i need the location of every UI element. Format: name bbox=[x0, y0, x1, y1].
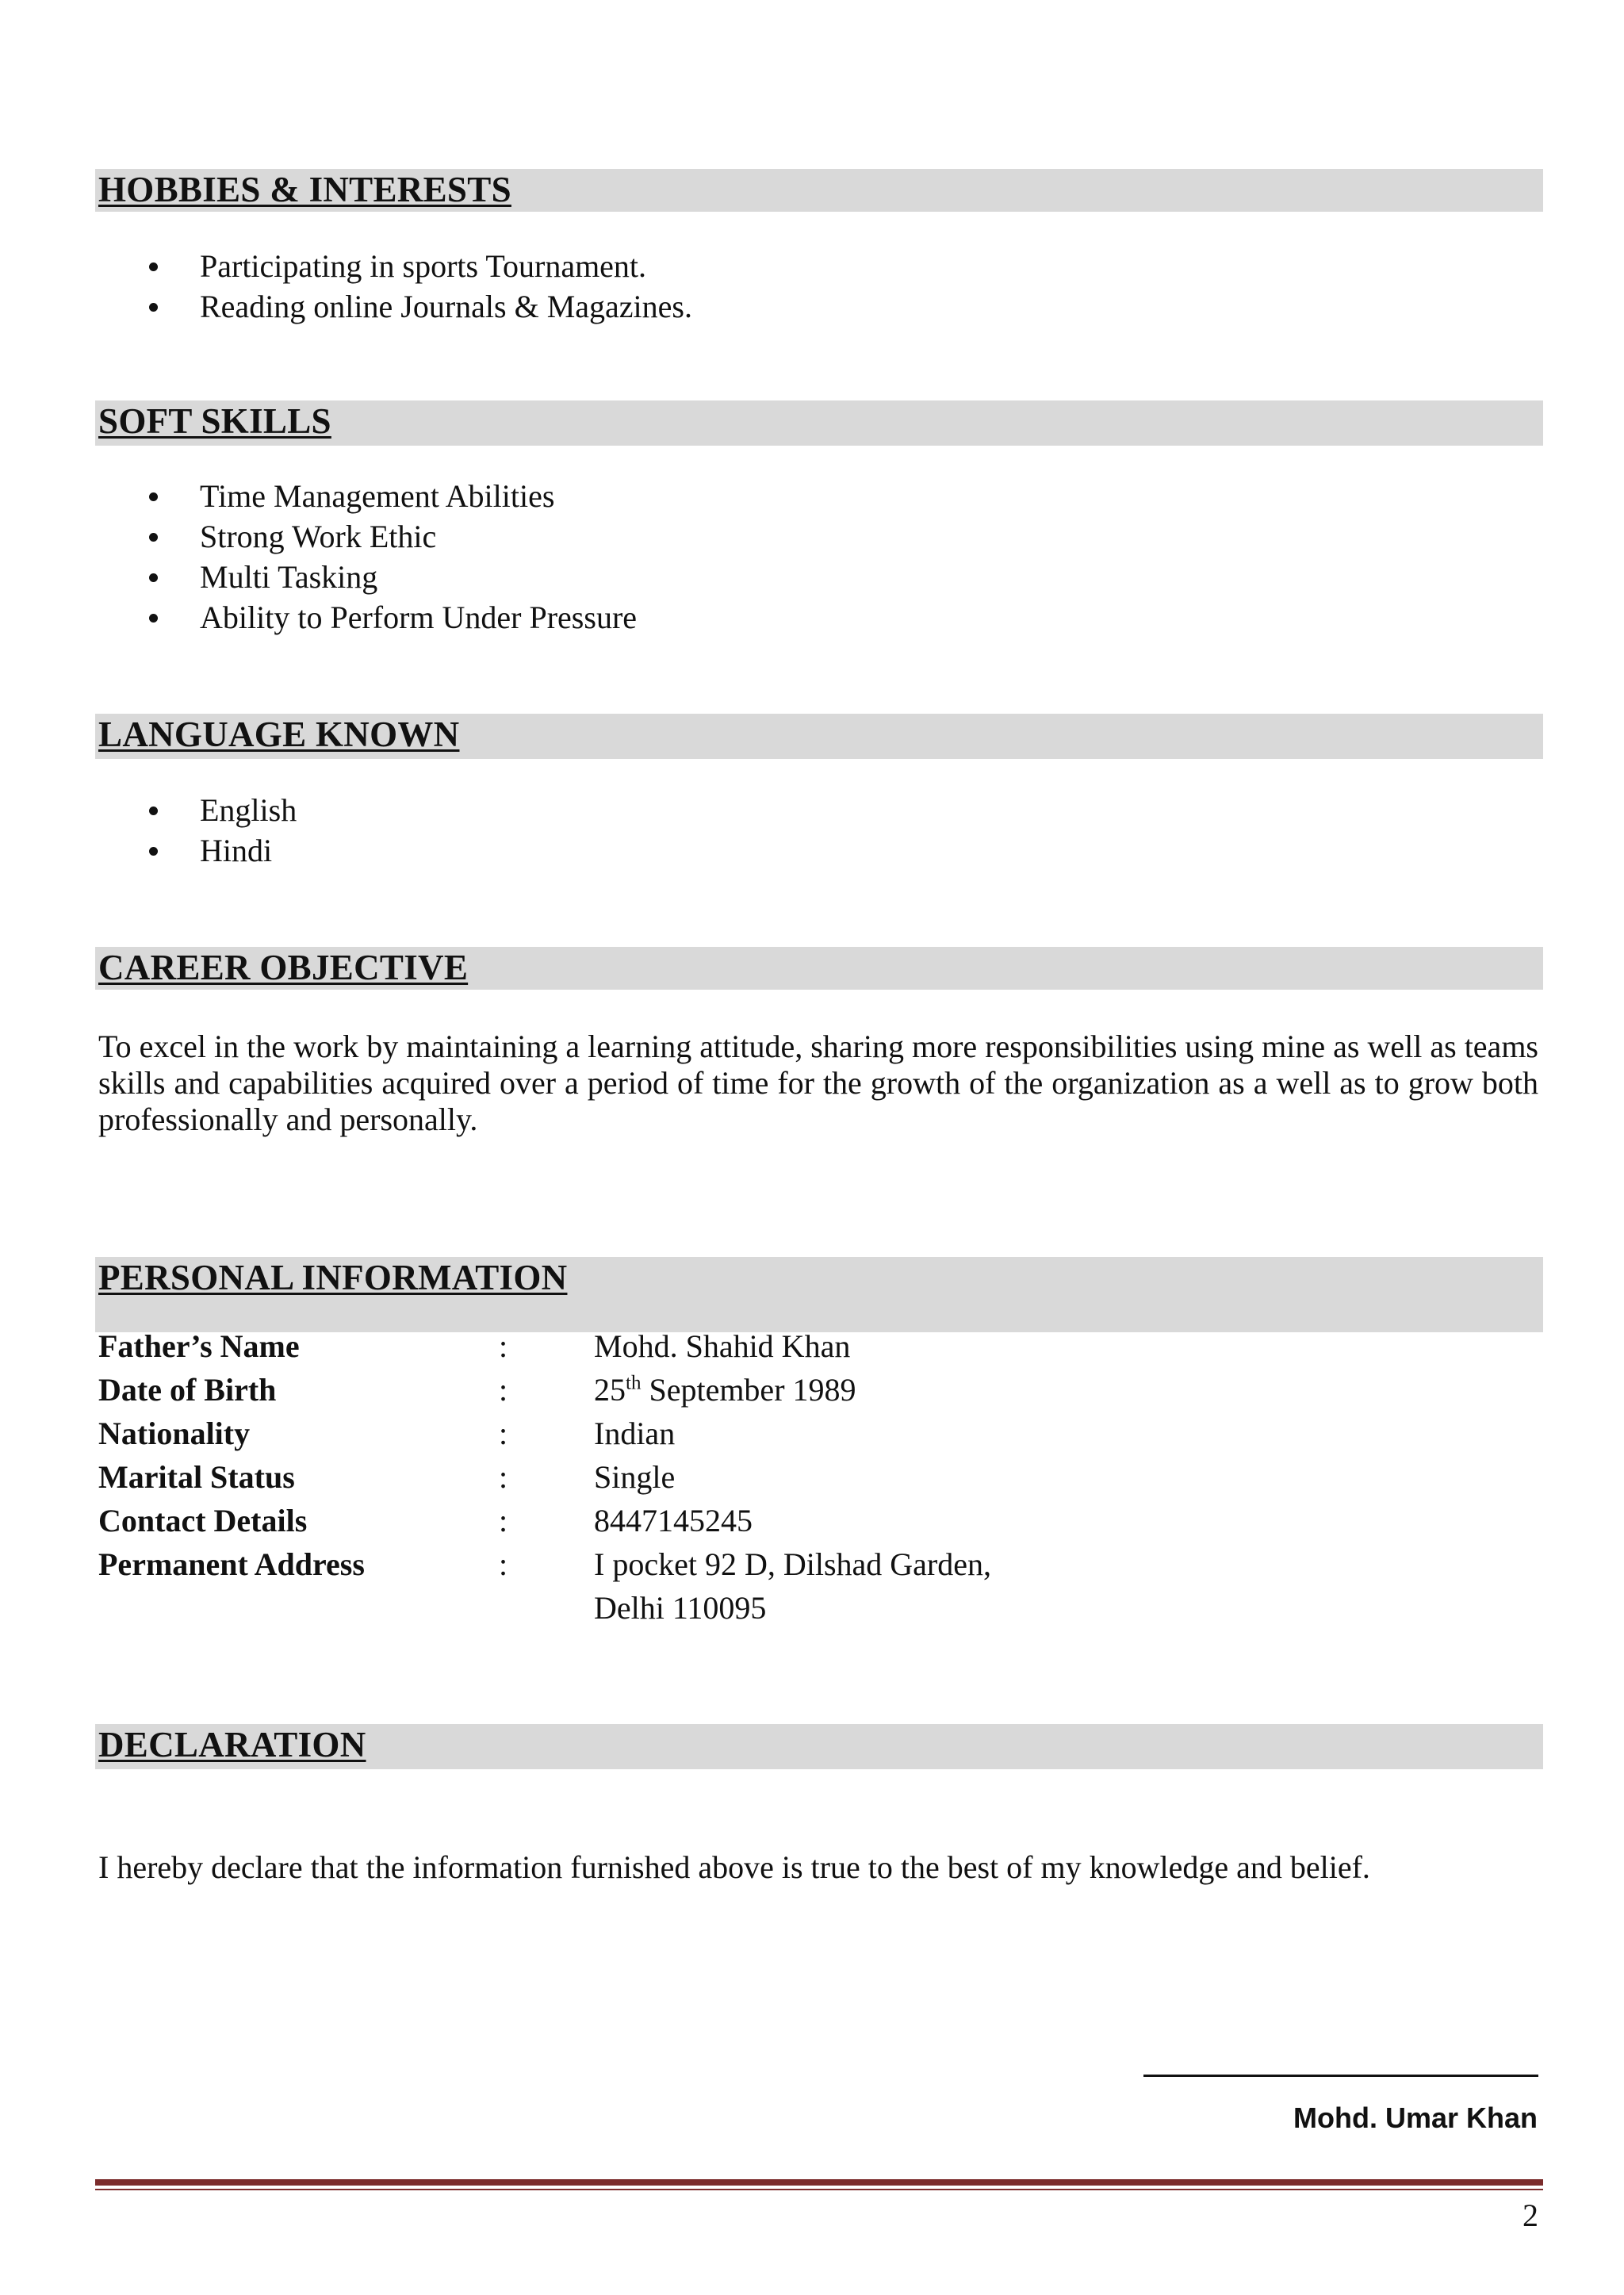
table-row bbox=[98, 1415, 991, 1458]
section-title-declaration: DECLARATION bbox=[98, 1725, 366, 1764]
list-item-text: Reading online Journals & Magazines. bbox=[200, 289, 692, 324]
hobbies-list bbox=[149, 246, 692, 327]
info-value: Mohd. Shahid Khan bbox=[594, 1328, 851, 1364]
list-item bbox=[149, 830, 297, 871]
list-item-text: Participating in sports Tournament. bbox=[200, 248, 647, 284]
info-separator: : bbox=[499, 1459, 508, 1495]
section-title-languages: LANGUAGE KNOWN bbox=[98, 715, 460, 754]
section-title-career: CAREER OBJECTIVE bbox=[98, 948, 469, 987]
info-label: Nationality bbox=[98, 1416, 251, 1451]
list-item-text: Multi Tasking bbox=[200, 559, 378, 595]
bullet-icon bbox=[149, 847, 158, 856]
career-objective-text: To excel in the work by maintaining a learning attitude, sharing more responsibilities using mine as well as teams skills and capabilities acquired over a period of time for the growth of the organization as a well as to grow both professionally and personally. bbox=[98, 1029, 1538, 1137]
section-title-hobbies: HOBBIES & INTERESTS bbox=[98, 170, 511, 209]
info-separator bbox=[499, 1589, 594, 1633]
info-label: Contact Details bbox=[98, 1503, 308, 1538]
info-value: Delhi 110095 bbox=[594, 1590, 767, 1626]
declaration-text: I hereby declare that the information furnished above is true to the best of my knowledge and belief. bbox=[98, 1849, 1370, 1885]
footer-rule bbox=[95, 2179, 1543, 2186]
info-separator: : bbox=[499, 1503, 508, 1538]
info-label: Marital Status bbox=[98, 1459, 295, 1495]
table-row bbox=[98, 1371, 991, 1415]
info-separator: : bbox=[499, 1372, 508, 1408]
bullet-icon bbox=[149, 303, 158, 312]
signature-line bbox=[1143, 2075, 1538, 2077]
info-label: Father’s Name bbox=[98, 1328, 300, 1364]
list-item bbox=[149, 246, 692, 286]
info-separator: : bbox=[499, 1328, 508, 1364]
info-label: Permanent Address bbox=[98, 1546, 365, 1582]
personal-info-table bbox=[98, 1328, 991, 1633]
list-item-text: Ability to Perform Under Pressure bbox=[200, 600, 638, 635]
list-item bbox=[149, 557, 637, 597]
info-value: Indian bbox=[594, 1416, 676, 1451]
signature-name: Mohd. Umar Khan bbox=[1293, 2102, 1538, 2134]
dob-suffix: th bbox=[626, 1372, 642, 1394]
footer-rule-thin bbox=[95, 2189, 1543, 2190]
bullet-icon bbox=[149, 807, 158, 815]
languages-list bbox=[149, 790, 297, 871]
bullet-icon bbox=[149, 262, 158, 271]
section-title-personal: PERSONAL INFORMATION bbox=[98, 1258, 568, 1297]
list-item bbox=[149, 516, 637, 557]
table-row bbox=[98, 1502, 991, 1546]
info-separator: : bbox=[499, 1416, 508, 1451]
list-item-text: Strong Work Ethic bbox=[200, 519, 437, 554]
bullet-icon bbox=[149, 614, 158, 623]
table-row bbox=[98, 1589, 991, 1633]
soft-skills-list bbox=[149, 476, 637, 638]
bullet-icon bbox=[149, 492, 158, 501]
list-item bbox=[149, 597, 637, 638]
bullet-icon bbox=[149, 573, 158, 582]
info-value: Single bbox=[594, 1459, 676, 1495]
table-row bbox=[98, 1546, 991, 1589]
list-item-text: Hindi bbox=[200, 833, 273, 868]
info-separator: : bbox=[499, 1546, 508, 1582]
table-row bbox=[98, 1458, 991, 1502]
list-item-text: English bbox=[200, 792, 297, 828]
dob-rest: September 1989 bbox=[641, 1372, 856, 1408]
info-label bbox=[98, 1589, 499, 1633]
list-item bbox=[149, 476, 637, 516]
info-value: I pocket 92 D, Dilshad Garden, bbox=[594, 1546, 991, 1582]
info-label: Date of Birth bbox=[98, 1372, 277, 1408]
bullet-icon bbox=[149, 533, 158, 542]
list-item bbox=[149, 790, 297, 830]
info-value bbox=[594, 1371, 991, 1415]
section-title-soft-skills: SOFT SKILLS bbox=[98, 401, 331, 441]
table-row bbox=[98, 1328, 991, 1371]
dob-day: 25 bbox=[594, 1372, 626, 1408]
page-number: 2 bbox=[1522, 2197, 1538, 2233]
list-item bbox=[149, 286, 692, 327]
info-value: 8447145245 bbox=[594, 1503, 753, 1538]
list-item-text: Time Management Abilities bbox=[200, 478, 555, 514]
